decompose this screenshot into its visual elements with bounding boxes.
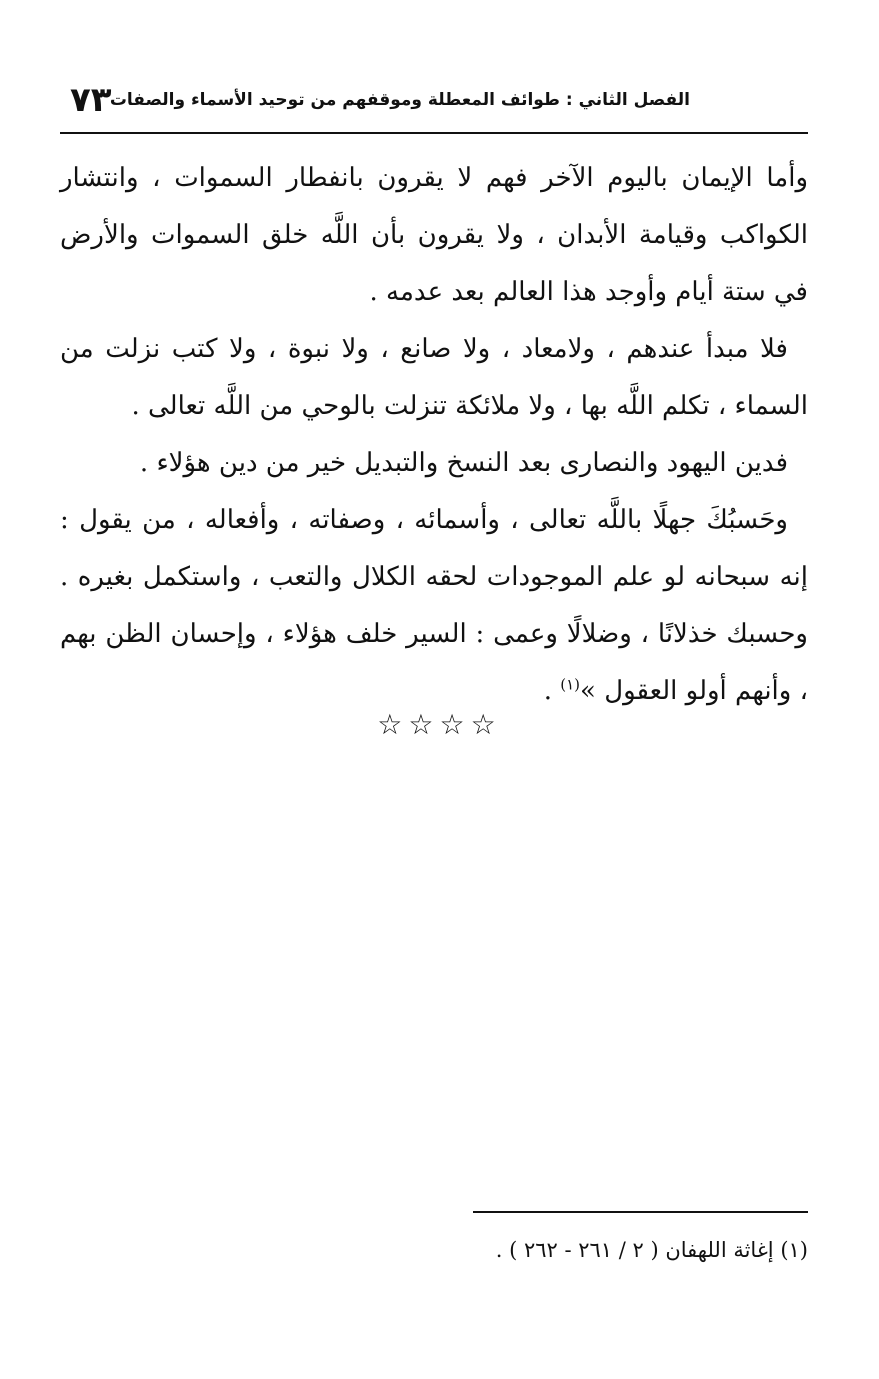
paragraph-3: فدين اليهود والنصارى بعد النسخ والتبديل خير من دين هؤلاء . — [139, 448, 788, 478]
paragraph-2: فلا مبدأ عندهم ، ولامعاد ، ولا صانع ، ولا نبوة ، ولا كتب نزلت من السماء ، تكلم اللَّه بها ، ولا ملائكة تنزلت بالوحي من اللَّه تعالى . — [60, 334, 808, 421]
paragraph-1: وأما الإيمان باليوم الآخر فهم لا يقرون بانفطار السموات ، وانتشار الكواكب وقيامة الأبدان ، ولا يقرون بأن اللَّه خلق السموات والأرض في ستة أيام وأوجد هذا العالم بعد عدمه . — [60, 163, 808, 307]
section-separator: ☆☆☆☆ — [377, 708, 502, 741]
footnote-marker[interactable]: (١) — [560, 675, 581, 694]
paragraph-4 — [60, 492, 808, 720]
page-number: ٧٣ — [70, 80, 112, 120]
main-text — [60, 150, 808, 720]
paragraph-4-text: وحَسبُكَ جهلًا باللَّه تعالى ، وأسمائه ، وصفاته ، وأفعاله ، من يقول : إنه سبحانه لو علم الموجودات لحقه الكلال والتعب ، واستكمل بغيره . وحسبك خذلانًا ، وضلالًا وعمى : السير خلف هؤلاء ، وإحسان الظن بهم ، وأنهم أولو العقول » — [60, 505, 808, 706]
paragraph-4-end: . — [543, 676, 561, 706]
page-header — [60, 78, 808, 134]
header-rule — [60, 132, 808, 134]
footnote-rule — [473, 1211, 808, 1213]
footnote: (١) إغاثة اللهفان ( ٢ / ٢٦١ - ٢٦٢ ) . — [495, 1238, 808, 1262]
chapter-title: الفصل الثاني : طوائف المعطلة وموقفهم من توحيد الأسماء والصفات — [109, 90, 690, 110]
